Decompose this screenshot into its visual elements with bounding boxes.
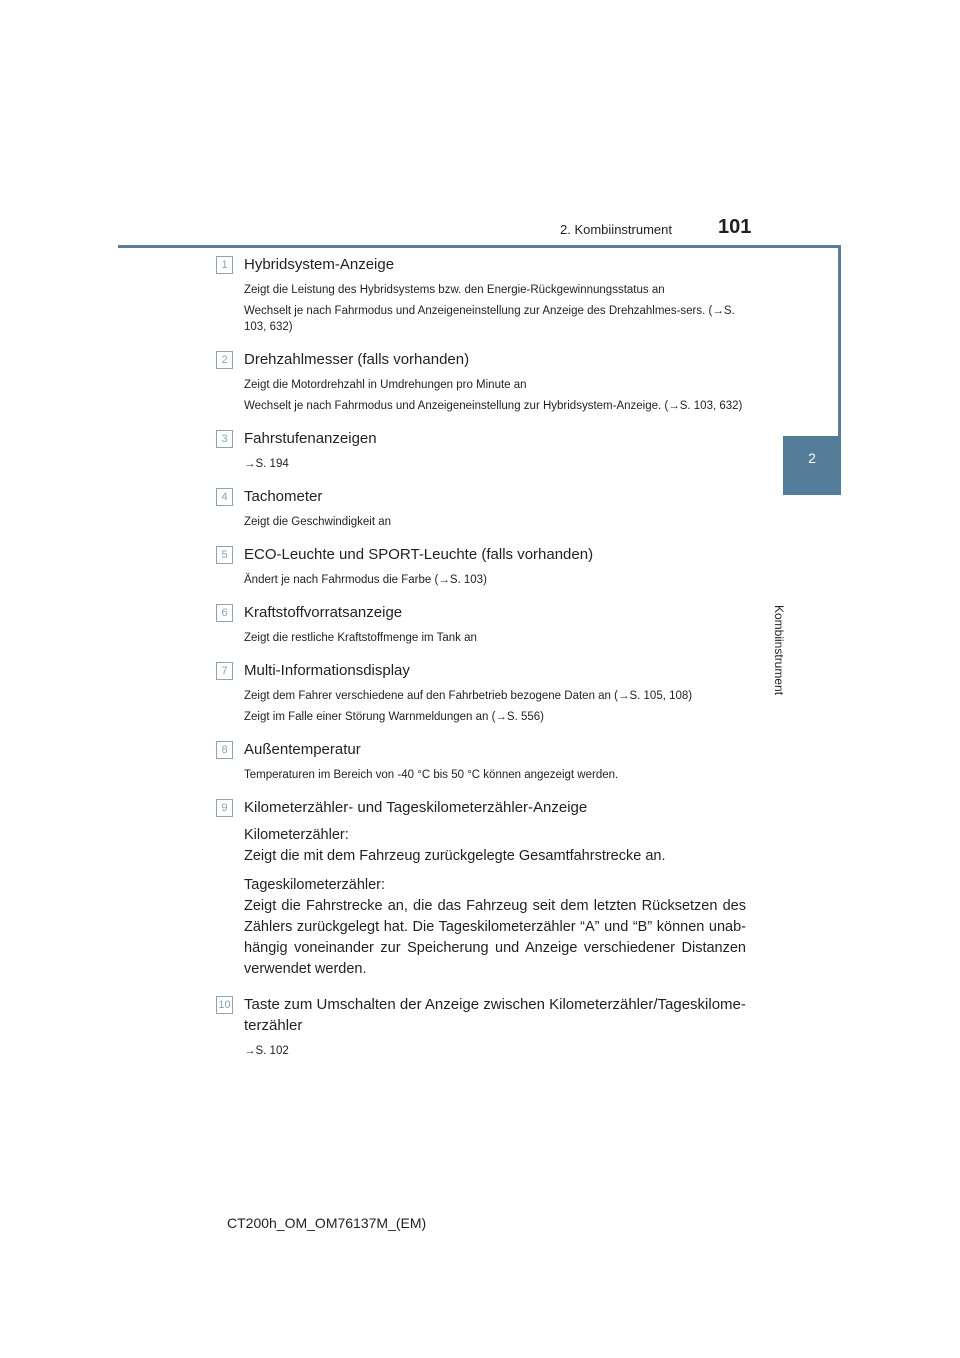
item-heading <box>216 349 746 370</box>
item-description: →S. 102 <box>244 1045 289 1057</box>
item-description: →S. 194 <box>244 458 289 470</box>
list-item <box>216 797 746 980</box>
list-item <box>216 602 746 646</box>
item-number-badge: 4 <box>216 488 233 506</box>
item-title: Hybridsystem-Anzeige <box>244 256 395 273</box>
item-title: ECO-Leuchte und SPORT-Leuchte (falls vorhanden) <box>244 546 594 563</box>
list-item <box>216 349 746 414</box>
list-item <box>216 660 746 725</box>
chapter-title: Kombiinstrument <box>772 605 786 696</box>
item-number-badge: 8 <box>216 741 233 759</box>
page-number: 101 <box>718 216 752 238</box>
running-header-section: 2. Kombiinstrument <box>560 222 672 237</box>
item-title: Kilometerzähler- und Tageskilometerzähler-Anzeige <box>244 799 588 816</box>
item-description: Wechselt je nach Fahrmodus und Anzeigeneinstellung zur Hybridsystem-Anzeige. (→S. 103, 632) <box>244 400 743 412</box>
chapter-number: 2 <box>808 450 816 466</box>
item-number-badge: 10 <box>216 996 233 1014</box>
item-description: Ändert je nach Fahrmodus die Farbe (→S. 103) <box>244 574 487 586</box>
item-heading <box>216 428 746 449</box>
item-description: Zeigt die Geschwindigkeit an <box>244 516 392 528</box>
item-number-badge: 5 <box>216 546 233 564</box>
item-heading <box>216 660 746 681</box>
item-description: Tageskilometerzähler: Zeigt die Fahrstrecke an, die das Fahrzeug seit dem letzten Rücksetzen des Zählers zurückgelegt hat. Die Tageskilometerzähler “A” und “B” können unab-hängig voneinander zur Speicherung und Anzeige verschiedener Distanzen verwendet werden. <box>244 877 746 977</box>
item-heading <box>216 602 746 623</box>
list-item <box>216 428 746 472</box>
list-item <box>216 544 746 588</box>
item-description: Kilometerzähler: Zeigt die mit dem Fahrzeug zurückgelegte Gesamtfahrstrecke an. <box>244 827 666 864</box>
item-description: Temperaturen im Bereich von -40 °C bis 50 °C können angezeigt werden. <box>244 769 619 781</box>
item-heading <box>216 254 746 275</box>
item-heading <box>216 544 746 565</box>
item-number-badge: 6 <box>216 604 233 622</box>
item-description: Zeigt die restliche Kraftstoffmenge im Tank an <box>244 632 477 644</box>
list-item <box>216 254 746 335</box>
item-heading <box>216 739 746 760</box>
item-heading <box>216 486 746 507</box>
list-item <box>216 994 746 1059</box>
item-title: Tachometer <box>244 488 323 505</box>
document-code: CT200h_OM_OM76137M_(EM) <box>227 1215 427 1231</box>
item-heading <box>216 797 746 818</box>
item-description: Zeigt im Falle einer Störung Warnmeldungen an (→S. 556) <box>244 711 544 723</box>
item-title: Multi-Informationsdisplay <box>244 662 410 679</box>
item-number-badge: 2 <box>216 351 233 369</box>
item-description: Zeigt die Motordrehzahl in Umdrehungen pro Minute an <box>244 379 527 391</box>
item-title: Drehzahlmesser (falls vorhanden) <box>244 351 470 368</box>
item-number-badge: 7 <box>216 662 233 680</box>
item-list <box>216 254 746 1073</box>
item-heading <box>216 994 746 1036</box>
item-title: Außentemperatur <box>244 741 361 758</box>
item-number-badge: 9 <box>216 799 233 817</box>
side-divider <box>838 248 841 437</box>
chapter-tab <box>783 436 841 495</box>
item-description: Wechselt je nach Fahrmodus und Anzeigeneinstellung zur Anzeige des Drehzahlmes-sers. (→S. 103, 632) <box>244 305 735 333</box>
item-title: Kraftstoffvorratsanzeige <box>244 604 403 621</box>
item-description: Zeigt die Leistung des Hybridsystems bzw. den Energie-Rückgewinnungsstatus an <box>244 284 665 296</box>
item-number-badge: 1 <box>216 256 233 274</box>
header-divider <box>118 245 841 248</box>
item-description: Zeigt dem Fahrer verschiedene auf den Fahrbetrieb bezogene Daten an (→S. 105, 108) <box>244 690 693 702</box>
item-number-badge: 3 <box>216 430 233 448</box>
list-item <box>216 486 746 530</box>
list-item <box>216 739 746 783</box>
item-title: Taste zum Umschalten der Anzeige zwischen Kilometerzähler/Tageskilome-terzähler <box>244 996 746 1034</box>
item-title: Fahrstufenanzeigen <box>244 430 377 447</box>
